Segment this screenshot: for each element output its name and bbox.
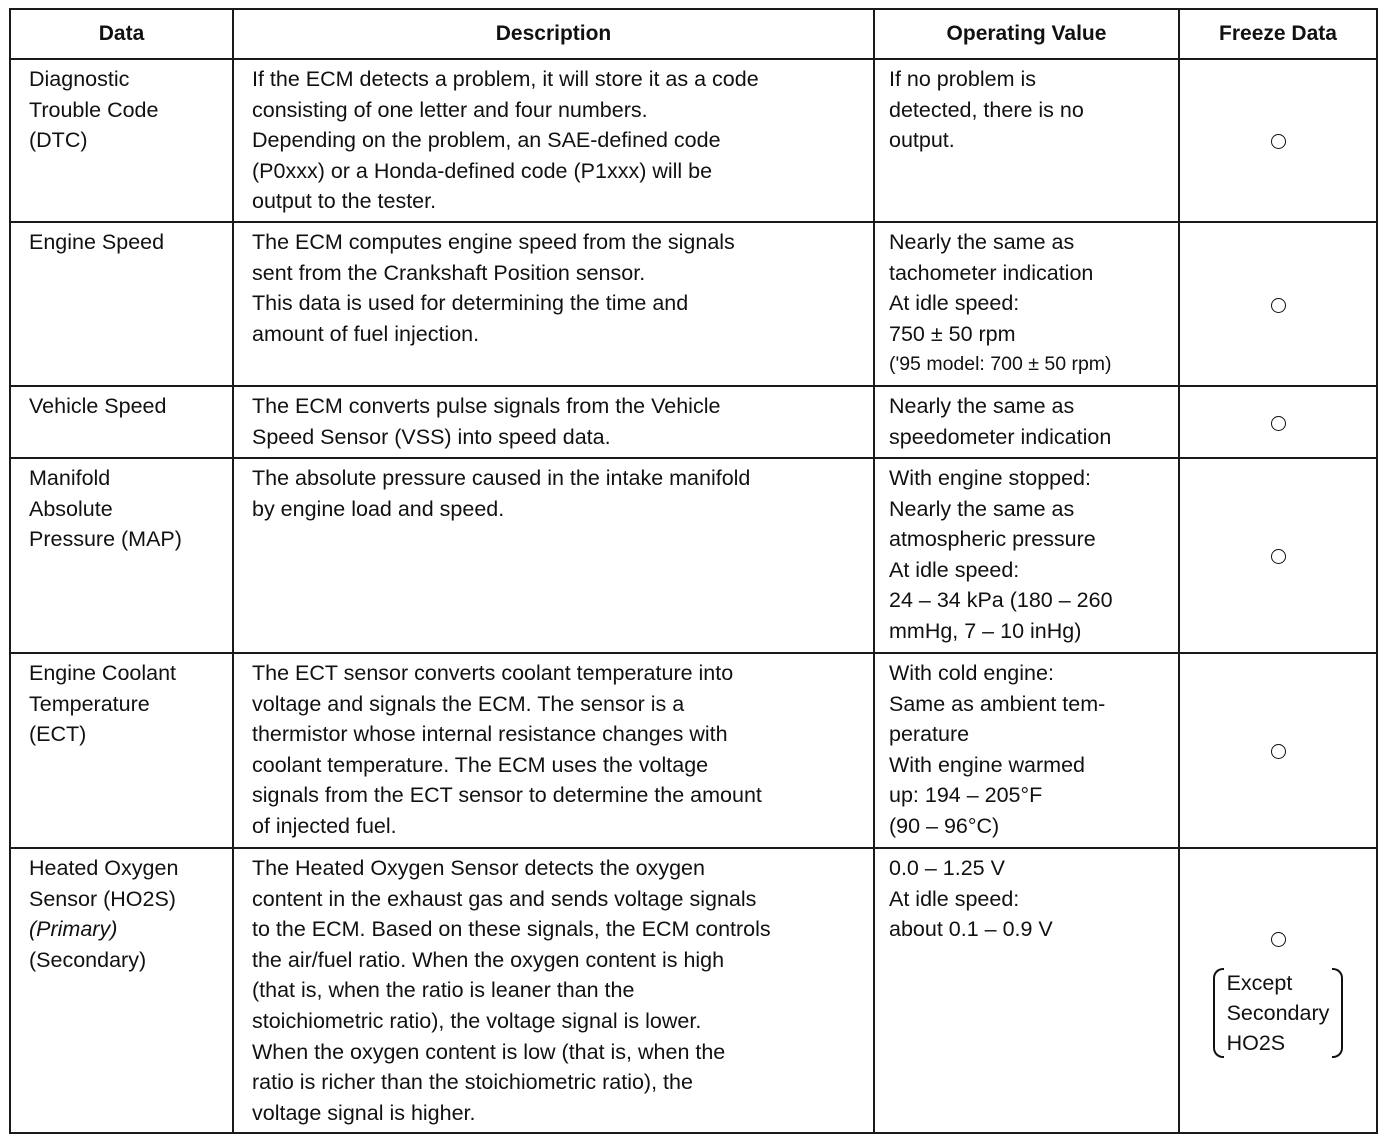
- table-row-ect: [10, 653, 1377, 848]
- cell-freeze-data: [1179, 386, 1377, 458]
- header-operating-value: Operating Value: [874, 9, 1179, 59]
- freeze-circle-icon: [1271, 298, 1286, 313]
- cell-operating-value: With cold engine: Same as ambient tem- perature With engine warmed up: 194 – 205°F (90 – 96°C): [874, 653, 1179, 848]
- cell-data: Heated Oxygen Sensor (HO2S) (Primary) (Secondary): [10, 848, 233, 1133]
- cell-description: The ECT sensor converts coolant temperature into voltage and signals the ECM. The sensor is a thermistor whose internal resistance changes with coolant temperature. The ECM uses the voltage signals from the ECT sensor to determine the amount of injected fuel.: [233, 653, 874, 848]
- table-row-vehicle-speed: [10, 386, 1377, 458]
- cell-data: Diagnostic Trouble Code (DTC): [10, 59, 233, 222]
- freeze-circle-icon: [1271, 549, 1286, 564]
- cell-data: Engine Speed: [10, 222, 233, 386]
- freeze-circle-icon: [1271, 744, 1286, 759]
- cell-operating-value: Nearly the same as speedometer indication: [874, 386, 1179, 458]
- header-description: Description: [233, 9, 874, 59]
- cell-description: The ECM converts pulse signals from the Vehicle Speed Sensor (VSS) into speed data.: [233, 386, 874, 458]
- freeze-circle-icon: [1271, 932, 1286, 947]
- cell-operating-value: 0.0 – 1.25 V At idle speed: about 0.1 – 0.9 V: [874, 848, 1179, 1133]
- cell-description: The absolute pressure caused in the intake manifold by engine load and speed.: [233, 458, 874, 653]
- freeze-exception-note: Except Secondary HO2S: [1213, 968, 1344, 1058]
- cell-description: If the ECM detects a problem, it will store it as a code consisting of one letter and four numbers. Depending on the problem, an SAE-defined code (P0xxx) or a Honda-defined code (P1xxx) will be output to the tester.: [233, 59, 874, 222]
- cell-data: Engine Coolant Temperature (ECT): [10, 653, 233, 848]
- cell-freeze-data: [1179, 59, 1377, 222]
- obd-data-table: [9, 8, 1378, 1134]
- freeze-circle-icon: [1271, 416, 1286, 431]
- cell-description: The ECM computes engine speed from the signals sent from the Crankshaft Position sensor. This data is used for determining the time and amount of fuel injection.: [233, 222, 874, 386]
- table-row-engine-speed: [10, 222, 1377, 386]
- table-row-map: [10, 458, 1377, 653]
- header-data: Data: [10, 9, 233, 59]
- cell-freeze-data: [1179, 848, 1377, 1133]
- cell-freeze-data: [1179, 653, 1377, 848]
- header-freeze-data: Freeze Data: [1179, 9, 1377, 59]
- cell-data: Vehicle Speed: [10, 386, 233, 458]
- table-row-ho2s: [10, 848, 1377, 1133]
- table-header-row: [10, 9, 1377, 59]
- cell-operating-value: Nearly the same as tachometer indication At idle speed: 750 ± 50 rpm ('95 model: 700 ± 50 rpm): [874, 222, 1179, 386]
- cell-freeze-data: [1179, 222, 1377, 386]
- cell-data: Manifold Absolute Pressure (MAP): [10, 458, 233, 653]
- cell-description: The Heated Oxygen Sensor detects the oxygen content in the exhaust gas and sends voltage signals to the ECM. Based on these signals, the ECM controls the air/fuel ratio. When the oxygen content is high (that is, when the ratio is leaner than the stoichiometric ratio), the voltage signal is lower. When the oxygen content is low (that is, when the ratio is richer than the stoichiometric ratio), the voltage signal is higher.: [233, 848, 874, 1133]
- table-row-dtc: [10, 59, 1377, 222]
- cell-operating-value: If no problem is detected, there is no output.: [874, 59, 1179, 222]
- cell-operating-value: With engine stopped: Nearly the same as atmospheric pressure At idle speed: 24 – 34 kPa (180 – 260 mmHg, 7 – 10 inHg): [874, 458, 1179, 653]
- freeze-circle-icon: [1271, 134, 1286, 149]
- cell-freeze-data: [1179, 458, 1377, 653]
